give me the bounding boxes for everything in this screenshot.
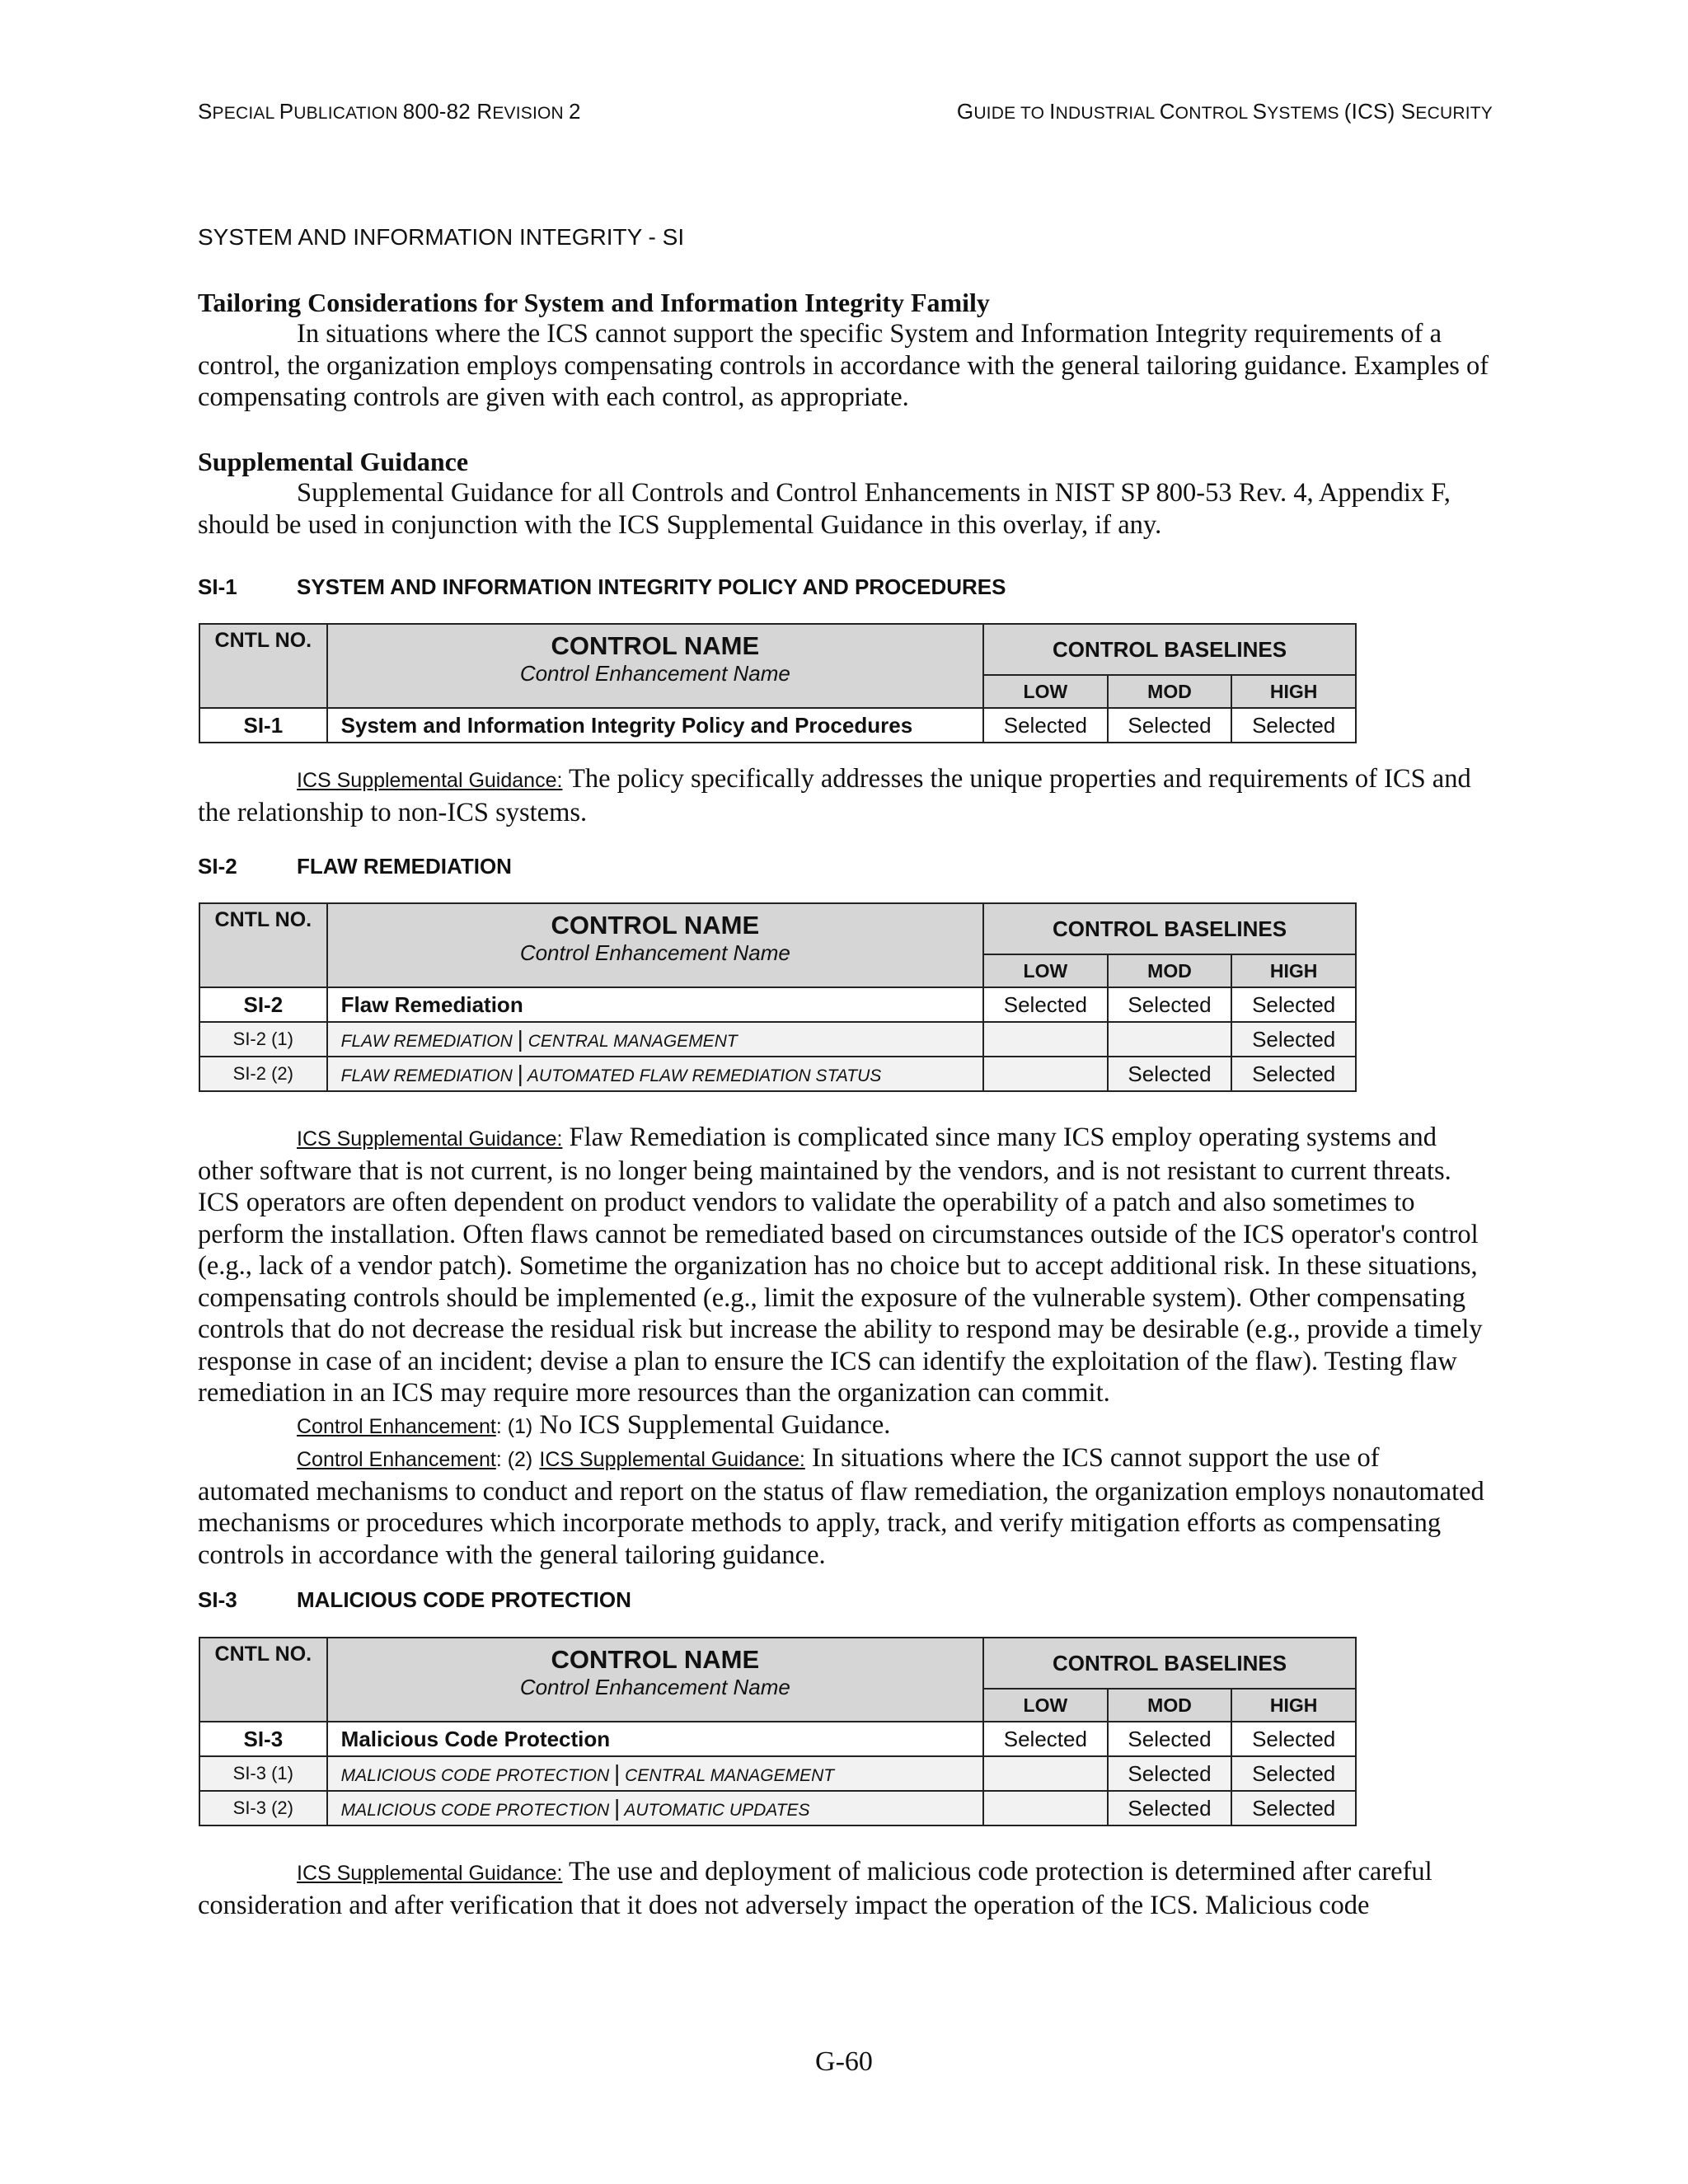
enhancement-text: No ICS Supplemental Guidance. xyxy=(539,1409,891,1440)
enhancement-title: CENTRAL MANAGEMENT xyxy=(528,1032,738,1051)
baseline-high: Selected xyxy=(1231,1057,1356,1091)
table-row xyxy=(199,987,1356,1022)
table-row xyxy=(199,1722,1356,1756)
baseline-high: Selected xyxy=(1231,708,1356,743)
enhancement-name xyxy=(327,1756,983,1791)
table-row xyxy=(199,1022,1356,1057)
table-row xyxy=(199,1791,1356,1825)
tailoring-block xyxy=(198,287,1493,414)
enhancement-name-label: Control Enhancement Name xyxy=(519,940,790,965)
control-name-label: CONTROL NAME xyxy=(551,911,760,940)
tailoring-heading: Tailoring Considerations for System and Information Integrity Family xyxy=(198,288,990,317)
enhancement-number: : (2) xyxy=(495,1448,533,1471)
header-text: 2 xyxy=(568,99,581,124)
control-name-label: CONTROL NAME xyxy=(551,631,760,660)
control-number: SI-3 xyxy=(198,1587,237,1612)
header-text: NDUSTRIAL xyxy=(1055,104,1160,123)
baseline-low xyxy=(983,1057,1108,1091)
control-name-header xyxy=(327,624,983,708)
enhancement-base: FLAW REMEDIATION xyxy=(340,1066,513,1085)
control-enhancement-label: Control Enhancement xyxy=(297,1414,496,1438)
enhancement-base: MALICIOUS CODE PROTECTION xyxy=(340,1766,610,1785)
header-text: UBLICATION xyxy=(293,104,403,123)
control-baselines-header: CONTROL BASELINES xyxy=(983,624,1356,675)
running-header-right xyxy=(957,99,1493,124)
baseline-high: Selected xyxy=(1231,1791,1356,1825)
enhancement-no: SI-2 (2) xyxy=(199,1057,327,1091)
baseline-high: Selected xyxy=(1231,1022,1356,1057)
baseline-mod xyxy=(1108,1022,1232,1057)
baseline-high: Selected xyxy=(1231,1722,1356,1756)
control-name: System and Information Integrity Policy and Procedures xyxy=(327,708,983,743)
header-text: EVISION xyxy=(492,104,569,123)
control-name: Flaw Remediation xyxy=(327,987,983,1022)
header-text: S xyxy=(1400,99,1416,124)
si3-baseline-table xyxy=(199,1637,1357,1826)
baseline-low: Selected xyxy=(983,987,1108,1022)
enhancement-2-note xyxy=(198,1442,1493,1571)
control-title: FLAW REMEDIATION xyxy=(297,854,512,879)
baseline-low xyxy=(983,1022,1108,1057)
control-title: SYSTEM AND INFORMATION INTEGRITY POLICY AND PROCEDURES xyxy=(297,574,1006,599)
control-no: SI-1 xyxy=(199,708,327,743)
low-header: LOW xyxy=(983,1689,1108,1722)
control-no: SI-3 xyxy=(199,1722,327,1756)
si3-heading xyxy=(198,1587,631,1613)
high-header: HIGH xyxy=(1231,675,1356,708)
baseline-high: Selected xyxy=(1231,987,1356,1022)
pipe-separator: | xyxy=(614,1795,621,1821)
ics-guidance-label: ICS Supplemental Guidance: xyxy=(297,1127,563,1151)
control-name-label: CONTROL NAME xyxy=(551,1645,760,1674)
header-text: 800-82 xyxy=(402,99,477,124)
control-name: Malicious Code Protection xyxy=(327,1722,983,1756)
control-name-header xyxy=(327,903,983,987)
baseline-mod: Selected xyxy=(1108,987,1232,1022)
header-text: P xyxy=(279,99,294,124)
header-text: ONTROL xyxy=(1175,104,1253,123)
enhancement-base: MALICIOUS CODE PROTECTION xyxy=(340,1801,610,1820)
enhancement-name-label: Control Enhancement Name xyxy=(519,1675,790,1699)
mod-header: MOD xyxy=(1108,1689,1232,1722)
guidance-text: Flaw Remediation is complicated since many ICS employ operating systems and other software that is not current, is no longer being maintained by the vendors, and is not resistant to current threats. ICS operators are often dependent on product vendors to validate the operability of a patch and also sometimes to perform the installation. Often flaws cannot be remediated based on circumstances outside of the ICS operator's control (e.g., lack of a vendor patch). Sometime the organization has no choice but to accept additional risk. In these situations, compensating controls should be implemented (e.g., limit the exposure of the vulnerable system). Other compensating controls that do not decrease the residual risk but increase the ability to respond may be desirable (e.g., provide a timely response in case of an incident; devise a plan to ensure the ICS can identify the exploitation of the flaw). Testing flaw remediation in an ICS may require more resources than the organization can commit. xyxy=(198,1122,1483,1408)
control-number: SI-2 xyxy=(198,854,237,879)
baseline-mod: Selected xyxy=(1108,1756,1232,1791)
baseline-mod: Selected xyxy=(1108,1057,1232,1091)
enhancement-title: AUTOMATIC UPDATES xyxy=(624,1801,810,1820)
header-text: PECIAL xyxy=(212,104,279,123)
control-title: MALICIOUS CODE PROTECTION xyxy=(297,1587,631,1612)
guidance-text: The policy specifically addresses the unique properties and requirements of ICS and the relationship to non-ICS systems. xyxy=(198,764,1471,827)
enhancement-title: AUTOMATED FLAW REMEDIATION STATUS xyxy=(527,1066,882,1085)
enhancement-base: FLAW REMEDIATION xyxy=(340,1032,513,1051)
header-text: I xyxy=(1049,99,1056,124)
header-text: R xyxy=(476,99,493,124)
header-text: S xyxy=(1252,99,1268,124)
ics-guidance-label: ICS Supplemental Guidance: xyxy=(297,769,563,792)
cntl-no-header: CNTL NO. xyxy=(199,1638,327,1722)
supplemental-heading: Supplemental Guidance xyxy=(198,447,469,476)
low-header: LOW xyxy=(983,954,1108,987)
guidance-text: The use and deployment of malicious code protection is determined after careful consideration and after verification that it does not adversely impact the operation of the ICS. Malicious code xyxy=(198,1857,1432,1920)
baseline-low: Selected xyxy=(983,1722,1108,1756)
header-text: G xyxy=(956,99,974,124)
enhancement-name xyxy=(327,1791,983,1825)
table-row xyxy=(199,1057,1356,1091)
header-text: ECURITY xyxy=(1415,104,1493,123)
pipe-separator: | xyxy=(614,1760,621,1786)
page-number: G-60 xyxy=(815,2046,873,2077)
control-baselines-header: CONTROL BASELINES xyxy=(983,903,1356,954)
control-number: SI-1 xyxy=(198,574,237,599)
control-enhancement-label: Control Enhancement xyxy=(297,1448,496,1471)
low-header: LOW xyxy=(983,675,1108,708)
enhancement-name xyxy=(327,1057,983,1091)
control-no: SI-2 xyxy=(199,987,327,1022)
control-baselines-header: CONTROL BASELINES xyxy=(983,1638,1356,1689)
mod-header: MOD xyxy=(1108,675,1232,708)
baseline-low: Selected xyxy=(983,708,1108,743)
si2-guidance xyxy=(198,1122,1493,1571)
baseline-mod: Selected xyxy=(1108,1722,1232,1756)
si1-heading xyxy=(198,574,1006,600)
enhancement-text: In situations where the ICS cannot support the use of automated mechanisms to conduct and report on the status of flaw remediation, the organization employs nonautomated mechanisms or procedures which incorporate methods to apply, track, and verify mitigation efforts as compensating controls in accordance with the general tailoring guidance. xyxy=(198,1443,1484,1570)
enhancement-name-label: Control Enhancement Name xyxy=(519,661,790,686)
si3-guidance xyxy=(198,1856,1493,1921)
ics-guidance-label: ICS Supplemental Guidance: xyxy=(539,1448,805,1471)
enhancement-name xyxy=(327,1022,983,1057)
enhancement-1-note xyxy=(198,1409,1493,1443)
enhancement-number: : (1) xyxy=(495,1414,533,1438)
table-row xyxy=(199,1756,1356,1791)
table-row xyxy=(199,708,1356,743)
baseline-mod: Selected xyxy=(1108,708,1232,743)
mod-header: MOD xyxy=(1108,954,1232,987)
supplemental-block xyxy=(198,446,1493,541)
si1-baseline-table xyxy=(199,623,1357,743)
high-header: HIGH xyxy=(1231,954,1356,987)
ics-guidance-label: ICS Supplemental Guidance: xyxy=(297,1862,563,1885)
supplemental-text: Supplemental Guidance for all Controls and Control Enhancements in NIST SP 800-53 Rev. 4, Appendix F, should be used in conjunction with the ICS Supplemental Guidance in this overlay, if any. xyxy=(198,478,1451,540)
cntl-no-header: CNTL NO. xyxy=(199,624,327,708)
enhancement-title: CENTRAL MANAGEMENT xyxy=(625,1766,835,1785)
enhancement-no: SI-3 (2) xyxy=(199,1791,327,1825)
si1-guidance xyxy=(198,763,1493,828)
header-text: YSTEMS xyxy=(1267,104,1344,123)
high-header: HIGH xyxy=(1231,1689,1356,1722)
header-text: S xyxy=(198,99,213,124)
baseline-mod: Selected xyxy=(1108,1791,1232,1825)
pipe-separator: | xyxy=(517,1026,523,1052)
enhancement-no: SI-3 (1) xyxy=(199,1756,327,1791)
baseline-high: Selected xyxy=(1231,1756,1356,1791)
tailoring-text: In situations where the ICS cannot support the specific System and Information Integrity requirements of a control, the organization employs compensating controls in accordance with the general tailoring guidance. Examples of compensating controls are given with each control, as appropriate. xyxy=(198,319,1489,412)
header-text: UIDE TO xyxy=(973,104,1050,123)
header-text: C xyxy=(1159,99,1175,124)
section-title: SYSTEM AND INFORMATION INTEGRITY - SI xyxy=(198,224,685,250)
header-text: (ICS) xyxy=(1343,99,1401,124)
control-name-header xyxy=(327,1638,983,1722)
baseline-low xyxy=(983,1791,1108,1825)
baseline-low xyxy=(983,1756,1108,1791)
enhancement-no: SI-2 (1) xyxy=(199,1022,327,1057)
pipe-separator: | xyxy=(517,1061,523,1086)
cntl-no-header: CNTL NO. xyxy=(199,903,327,987)
si2-baseline-table xyxy=(199,902,1357,1092)
running-header-left xyxy=(198,99,581,124)
si2-heading xyxy=(198,854,512,879)
